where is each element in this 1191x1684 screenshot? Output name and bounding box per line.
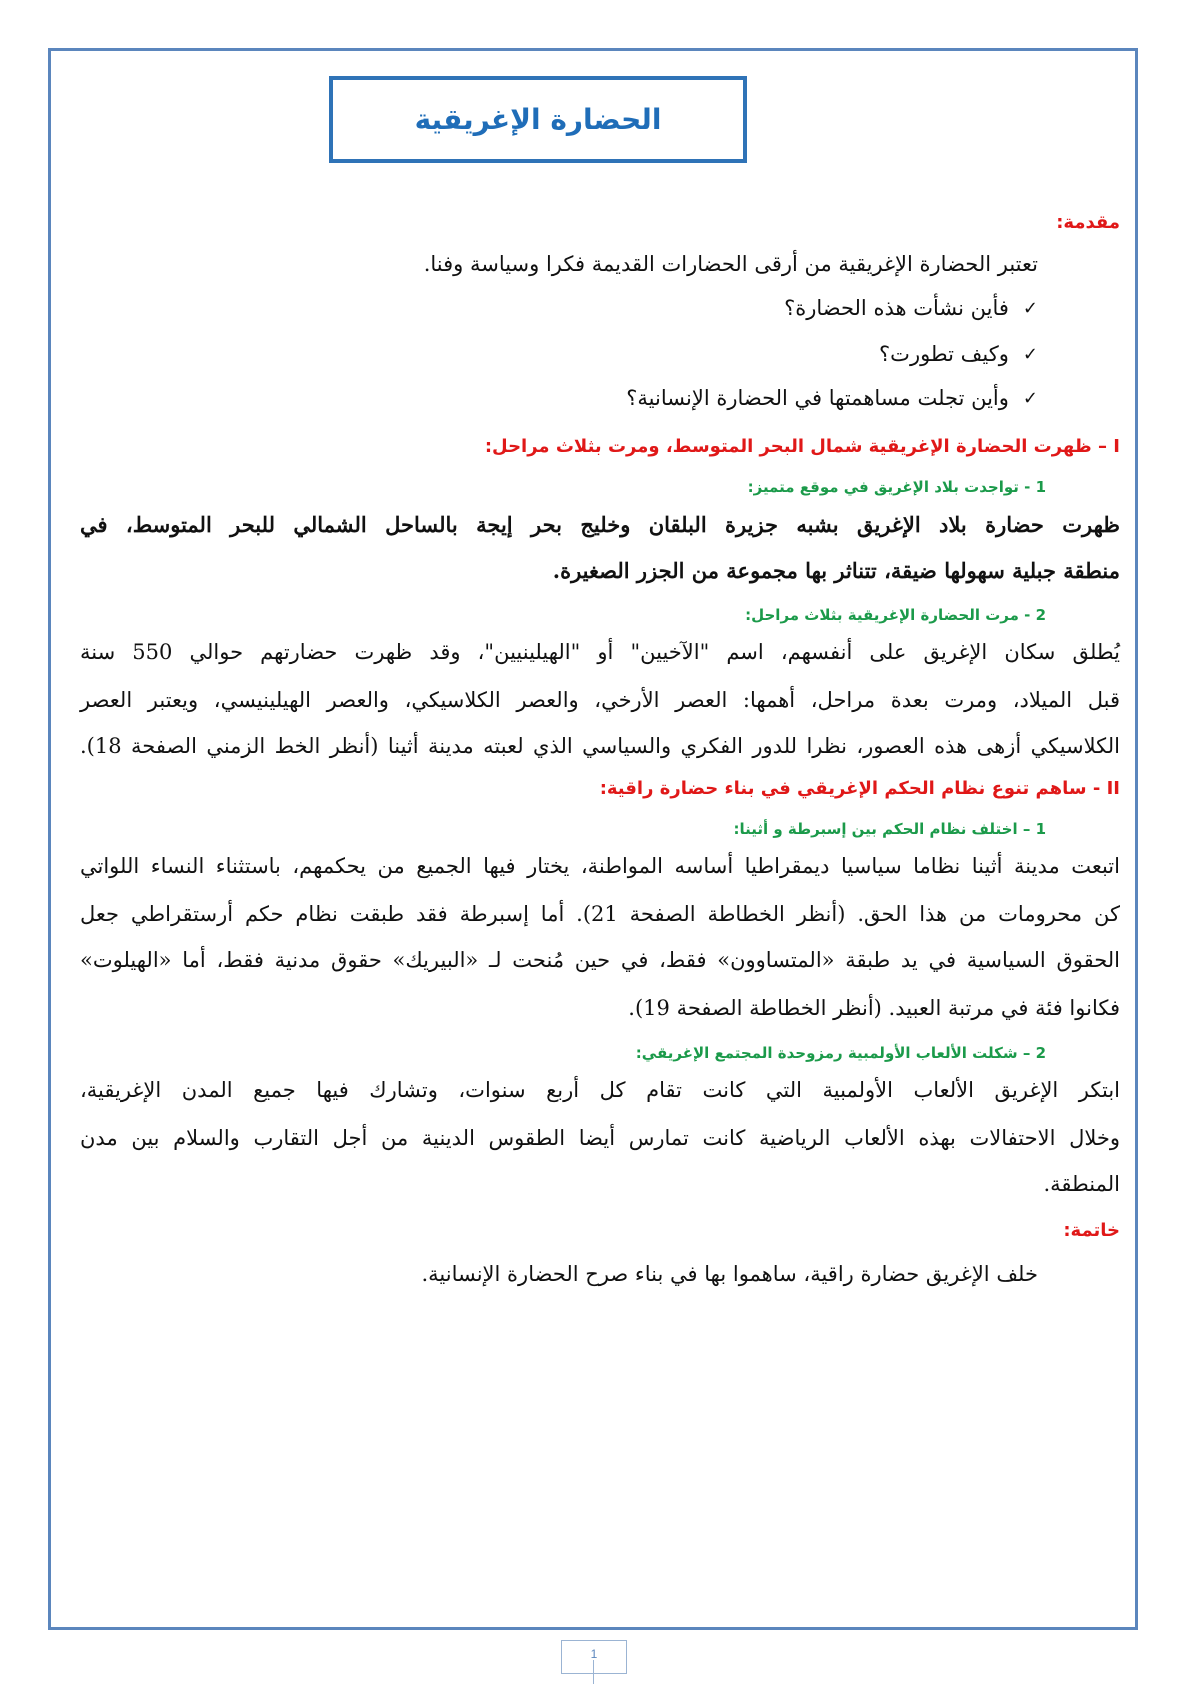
section-1-heading: I – ظهرت الحضارة الإغريقية شمال البحر المتوسط، ومرت بثلاث مراحل: (484, 436, 1120, 457)
section-2-heading: II - ساهم تنوع نظام الحكم الإغريقي في بناء حضارة راقية: (599, 778, 1120, 799)
check-icon: ✓ (1022, 388, 1038, 409)
question-text: فأين نشأت هذه الحضارة؟ (784, 296, 1009, 320)
intro-text: تعتبر الحضارة الإغريقية من أرقى الحضارات القديمة فكرا وسياسة وفنا. (423, 252, 1038, 276)
page-border (48, 48, 1138, 1630)
section-2-sub-2-line: المنطقة. (1043, 1172, 1120, 1196)
section-1-sub-1-heading: 1 - تواجدت بلاد الإغريق في موقع متميز: (747, 478, 1046, 496)
section-2-sub-2-line: وخلال الاحتفالات بهذه الألعاب الرياضية كانت تمارس أيضا الطقوس الدينية من أجل التقارب والسلام بين مدن (80, 1126, 1120, 1150)
section-2-sub-1-line: الحقوق السياسية في يد طبقة «المتساوون» فقط، في حين مُنحت لـ «البيريك» حقوق مدنية فقط، أما «الهيلوت» (80, 948, 1120, 972)
page-number: 1 (590, 1647, 598, 1661)
section-2-sub-1-line: اتبعت مدينة أثينا نظاما سياسيا ديمقراطيا أساسه المواطنة، يختار فيها الجميع من يحكمهم، باستثناء النساء اللواتي (80, 854, 1120, 878)
intro-question-1 (784, 298, 1038, 319)
section-2-sub-1-line: فكانوا فئة في مرتبة العبيد. (أنظر الخطاطة الصفحة 19). (628, 996, 1120, 1020)
section-2-sub-2-heading: 2 – شكلت الألعاب الأولمبية رمزوحدة المجتمع الإغريقي: (635, 1044, 1046, 1062)
section-1-sub-2-line: يُطلق سكان الإغريق على أنفسهم، اسم "الآخيين" أو "الهيلينيين"، وقد ظهرت حضارتهم حوالي 550 سنة (80, 640, 1120, 664)
section-1-sub-2-line: الكلاسيكي أزهى هذه العصور، نظرا للدور الفكري والسياسي الذي لعبته مدينة أثينا (أنظر الخط الزمني الصفحة 18). (80, 734, 1120, 758)
question-text: وأين تجلت مساهمتها في الحضارة الإنسانية؟ (626, 386, 1009, 410)
section-1-sub-1-line: منطقة جبلية سهولها ضيقة، تتناثر بها مجموعة من الجزر الصغيرة. (552, 558, 1120, 583)
section-2-sub-1-line: كن محرومات من هذا الحق. (أنظر الخطاطة الصفحة 21). أما إسبرطة فقد طبقت نظام حكم أرستقراطي جعل (80, 902, 1120, 926)
question-text: وكيف تطورت؟ (879, 342, 1009, 366)
page-number-box (561, 1640, 627, 1674)
intro-heading: مقدمة: (1056, 212, 1120, 233)
check-icon: ✓ (1022, 298, 1038, 319)
section-1-sub-2-line: قبل الميلاد، ومرت بعدة مراحل، أهمها: العصر الأرخي، والعصر الكلاسيكي، والعصر الهيلينيسي، ويعتبر العصر (80, 688, 1120, 712)
title-box (329, 76, 747, 163)
conclusion-text: خلف الإغريق حضارة راقية، ساهموا بها في بناء صرح الحضارة الإنسانية. (421, 1262, 1038, 1286)
section-1-sub-2-heading: 2 - مرت الحضارة الإغريقية بثلاث مراحل: (745, 606, 1046, 624)
intro-question-3 (626, 388, 1038, 409)
intro-question-2 (879, 344, 1038, 365)
section-2-sub-2-line: ابتكر الإغريق الألعاب الأولمبية التي كانت تقام كل أربع سنوات، وتشارك فيها جميع المدن الإغريقية، (80, 1078, 1120, 1102)
section-1-sub-1-line: ظهرت حضارة بلاد الإغريق بشبه جزيرة البلقان وخليج بحر إيجة بالساحل الشمالي للبحر المتوسط، في (80, 512, 1120, 537)
section-2-sub-1-heading: 1 – اختلف نظام الحكم بين إسبرطة و أثينا: (733, 820, 1046, 838)
page-title: الحضارة الإغريقية (414, 103, 662, 136)
check-icon: ✓ (1022, 344, 1038, 365)
conclusion-heading: خاتمة: (1063, 1220, 1120, 1241)
